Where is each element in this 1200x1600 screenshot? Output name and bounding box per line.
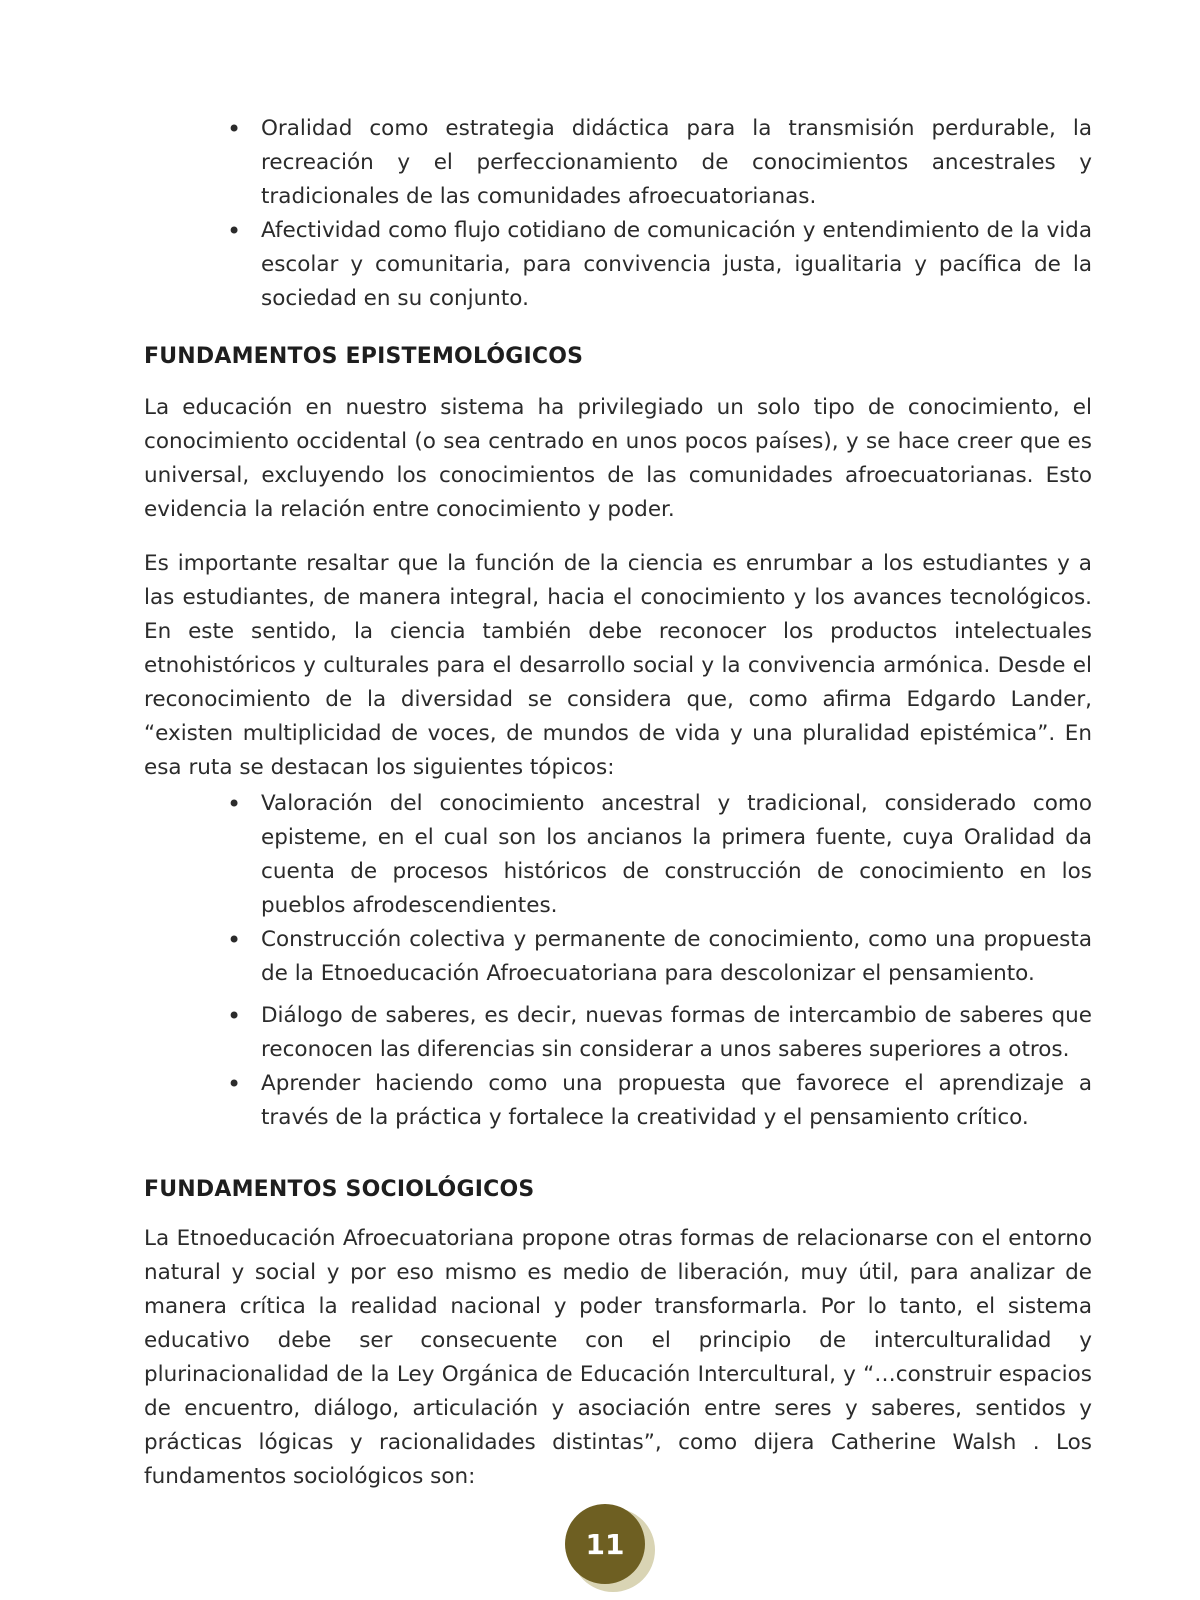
list-item: • Aprender haciendo como una propuesta que favorece el aprendizaje a través de la práctica y fortalece la creatividad y el pensamiento crítico. — [144, 1067, 1092, 1135]
oralidad-afectividad-list — [144, 112, 1092, 316]
list-item: • Diálogo de saberes, es decir, nuevas formas de intercambio de saberes que reconocen las diferencias sin considerar a unos saberes superiores a otros. — [144, 999, 1092, 1067]
heading-fundamentos-sociologicos: FUNDAMENTOS SOCIOLÓGICOS — [144, 1177, 535, 1202]
page-content — [144, 112, 1092, 1494]
heading-fundamentos-epistemologicos: FUNDAMENTOS EPISTEMOLÓGICOS — [144, 344, 584, 369]
epistemologicos-topics-list — [144, 787, 1092, 1135]
list-item: • Construcción colectiva y permanente de conocimiento, como una propuesta de la Etnoeducación Afroecuatoriana para descolonizar el pensamiento. — [144, 923, 1092, 991]
paragraph-sociologicos-1: La Etnoeducación Afroecuatoriana propone otras formas de relacionarse con el entorno natural y social y por eso mismo es medio de liberación, muy útil, para analizar de manera crítica la realidad nacional y poder transformarla. Por lo tanto, el sistema educativo debe ser consecuente con el principio de interculturalidad y plurinacionalidad de la Ley Orgánica de Educación Intercultural, y “…construir espacios de encuentro, diálogo, articulación y asociación entre seres y saberes, sentidos y prácticas lógicas y racionalidades distintas”, como dijera Catherine Walsh . Los fundamentos sociológicos son: — [144, 1226, 1092, 1489]
paragraph-epistemologicos-2: Es importante resaltar que la función de la ciencia es enrumbar a los estudiantes y a las estudiantes, de manera integral, hacia el conocimiento y los avances tecnológicos. En este sentido, la ciencia también debe reconocer los productos intelectuales etnohistóricos y culturales para el desarrollo social y la convivencia armónica. Desde el reconocimiento de la diversidad se considera que, como afirma Edgardo Lander, “existen multiplicidad de voces, de mundos de vida y una pluralidad epistémica”. En esa ruta se destacan los siguientes tópicos: — [144, 551, 1092, 780]
list-item: • Valoración del conocimiento ancestral y tradicional, considerado como episteme, en el cual son los ancianos la primera fuente, cuya Oralidad da cuenta de procesos históricos de construcción de conocimiento en los pueblos afrodescendientes. — [144, 787, 1092, 923]
page-number-circle — [565, 1504, 645, 1584]
list-item: • Oralidad como estrategia didáctica para la transmisión perdurable, la recreación y el perfeccionamiento de conocimientos ancestrales y tradicionales de las comunidades afroecuatorianas. — [144, 112, 1092, 214]
list-item: • Afectividad como flujo cotidiano de comunicación y entendimiento de la vida escolar y comunitaria, para convivencia justa, igualitaria y pacífica de la sociedad en su conjunto. — [144, 214, 1092, 316]
paragraph-epistemologicos-1: La educación en nuestro sistema ha privilegiado un solo tipo de conocimiento, el conocimiento occidental (o sea centrado en unos pocos países), y se hace creer que es universal, excluyendo los conocimientos de las comunidades afroecuatorianas. Esto evidencia la relación entre conocimiento y poder. — [144, 395, 1092, 522]
page-number: 11 — [585, 1527, 625, 1561]
page-number-badge — [565, 1504, 650, 1589]
